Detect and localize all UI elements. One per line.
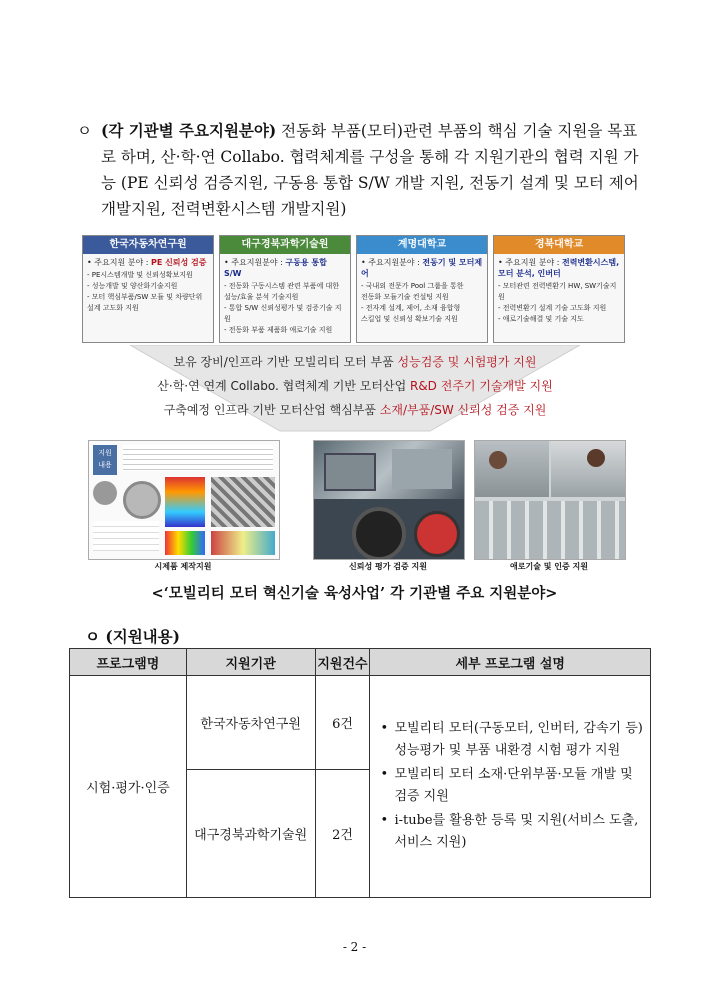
card-line: - 전자계 설계, 제어, 소재 융합형: [361, 304, 461, 312]
header-count: 지원건수: [315, 649, 370, 676]
support-photos: [88, 440, 628, 580]
header-org: 지원기관: [186, 649, 315, 676]
card-key-label: • 주요지원 분야 :: [498, 258, 562, 267]
detail-item: • 모빌리티 모터 소재·단위부품·모듈 개발 및 검증 지원: [380, 764, 644, 808]
card-line: - PE시스템개발 및 신뢰성확보지원: [87, 271, 193, 279]
card-line: 설계 고도화 지원: [87, 304, 139, 312]
table-row: [70, 676, 651, 770]
card-line: - 모터관련 전력변환기 HW, SW기술지원: [498, 282, 617, 301]
card-line: - 전동화 부품 제품화 애로기술 지원: [224, 326, 333, 334]
intro-bullet: ㅇ: [77, 122, 92, 140]
support-funnel: [130, 345, 580, 445]
card-title: 대구경북과학기술원: [220, 236, 350, 254]
institution-cards: [82, 235, 627, 343]
section-bullet: ㅇ: [85, 627, 100, 646]
prototype-photo: [88, 440, 280, 560]
panel-label: 지원 내용: [93, 445, 117, 475]
photo-caption-2: 신뢰성 평가 검증 지원: [349, 562, 427, 571]
card-dgist: [219, 235, 351, 343]
intro-lead: (각 기관별 주요지원분야): [101, 121, 277, 140]
count-cell: 2건: [315, 770, 370, 898]
card-key-label: • 주요지원 분야 :: [87, 258, 151, 267]
intro-body: 전동화 부품(모터)관련 부품의 핵심 기술 지원을 목표로 하며, 산·학·연 Collabo. 협력체계를 구성을 통해 각 지원기관의 협력 지원 가능 (PE 신뢰성 검증지원, 구동용 통합 S/W 개발 지원, 전동기 설계 및 모터 제어 개발지원, 전력변환시스템 개발지원): [101, 122, 639, 218]
card-line: - 국내외 전문가 Pool 그룹을 통한: [361, 282, 464, 290]
support-table: [69, 648, 651, 898]
card-title: 계명대학교: [357, 236, 487, 254]
table-header-row: [70, 649, 651, 676]
count-cell: 6건: [315, 676, 370, 770]
card-key-value: 구동용 통합 S/W: [224, 258, 327, 278]
card-line: 전동화 모듈기술 컨설팅 지원: [361, 293, 449, 301]
figure-caption: <‘모빌리티 모터 혁신기술 육성사업’ 각 기관별 주요 지원분야>: [151, 585, 558, 602]
header-detail: 세부 프로그램 설명: [370, 649, 651, 676]
detail-cell: [370, 676, 651, 898]
section-title: (지원내용): [105, 627, 180, 646]
program-cell: 시험·평가·인증: [70, 676, 187, 898]
card-title: 경북대학교: [494, 236, 624, 254]
reliability-photo: [313, 440, 465, 560]
card-line: 스킬업 및 신뢰성 확보기술 지원: [361, 315, 458, 323]
funnel-line-3: 구축예정 인프라 기반 모터산업 핵심부품 소재/부품/SW 신뢰성 검증 지원: [163, 403, 547, 417]
certification-photo: [474, 440, 626, 560]
page-number: - 2 -: [342, 940, 367, 954]
card-title: 한국자동차연구원: [83, 236, 213, 254]
card-key-value: 전동기 및 모터제어: [361, 258, 483, 278]
org-cell: 한국자동차연구원: [186, 676, 315, 770]
detail-item: • 모빌리티 모터(구동모터, 인버터, 감속기 등) 성능평가 및 부품 내환경 시험 평가 지원: [380, 718, 644, 762]
card-line: - 전력변환기 설계 기술 고도화 지원: [498, 304, 607, 312]
intro-paragraph: [77, 118, 645, 222]
card-key-label: • 주요지원분야 :: [224, 258, 286, 267]
org-cell: 대구경북과학기술원: [186, 770, 315, 898]
card-knu: [493, 235, 625, 343]
card-line: - 성능개발 및 양산화기술지원: [87, 282, 178, 290]
card-line: - 통합 S/W 신뢰성평가 및 검증기술 지원: [224, 304, 342, 323]
card-key-value: PE 신뢰성 검증: [150, 258, 207, 267]
card-kat: [82, 235, 214, 343]
funnel-line-2: 산·학·연 연계 Collabo. 협력체계 기반 모터산업 R&D 전주기 기술개발 지원: [157, 379, 553, 393]
card-kmu: [356, 235, 488, 343]
card-line: - 애로기술해결 및 기술 지도: [498, 315, 584, 323]
detail-item: • i-tube를 활용한 등록 및 지원(서비스 도출, 서비스 지원): [380, 810, 644, 854]
card-line: - 전동화 구동시스템 관련 부품에 대한: [224, 282, 340, 290]
photo-caption-3: 애로기술 및 인증 지원: [510, 562, 588, 571]
card-line: 설능/효율 분석 기술지원: [224, 293, 299, 301]
header-program: 프로그램명: [70, 649, 187, 676]
photo-caption-1: 시제품 제작지원: [154, 562, 212, 571]
card-key-value: 전력변환시스템, 모터 분석, 인버터: [498, 258, 620, 278]
section-heading: [85, 625, 180, 647]
card-key-label: • 주요지원분야 :: [361, 258, 423, 267]
card-line: - 모터 핵심부품/SW 모듈 및 차량단위: [87, 293, 203, 301]
funnel-line-1: 보유 장비/인프라 기반 모빌리티 모터 부품 성능검증 및 시험평가 지원: [173, 355, 537, 369]
